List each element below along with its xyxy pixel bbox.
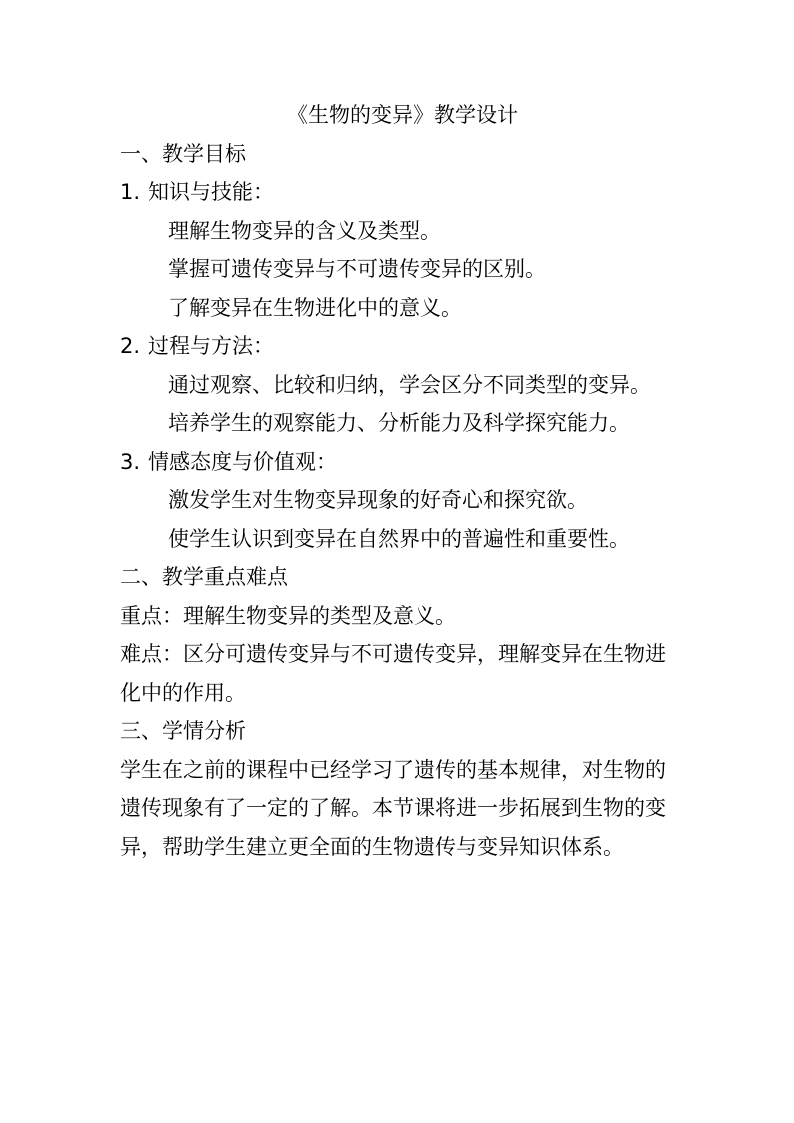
objective-line: 激发学生对生物变异现象的好奇心和探究欲。 [168,488,588,512]
student-analysis-text: 学生在之前的课程中已经学习了遗传的基本规律，对生物的遗传现象有了一定的了解。本节课将进一步拓展到生物的变异，帮助学生建立更全面的生物遗传与变异知识体系。 [120,757,666,859]
subheading-number: 2. [120,334,141,358]
subheading-emotion [120,443,685,482]
section-heading-student-analysis: 三、学情分析 [120,719,246,743]
section-heading-key-points: 二、教学重点难点 [120,565,288,589]
objective-line: 通过观察、比较和归纳，学会区分不同类型的变异。 [168,372,651,397]
key-point-text: 重点：理解生物变异的类型及意义。 [120,603,456,628]
difficult-point-text: 难点：区分可遗传变异与不可遗传变异，理解变异在生物进化中的作用。 [120,642,666,705]
subheading-knowledge [120,173,685,212]
objective-line: 培养学生的观察能力、分析能力及科学探究能力。 [168,411,630,435]
subheading-label: 情感态度与价值观： [148,449,337,474]
objective-line: 使学生认识到变异在自然界中的普遍性和重要性。 [168,526,630,551]
section-heading-objectives: 一、教学目标 [120,141,246,166]
subheading-process [120,327,685,366]
subheading-number: 1. [120,180,141,204]
document-body [120,96,685,866]
objective-line: 理解生物变异的含义及类型。 [168,218,441,243]
subheading-number: 3. [120,449,141,474]
subheading-label: 过程与方法： [148,334,274,358]
document-title: 《生物的变异》教学设计 [287,103,518,127]
subheading-label: 知识与技能： [148,180,274,204]
objective-line: 了解变异在生物进化中的意义。 [168,295,462,320]
objective-line: 掌握可遗传变异与不可遗传变异的区别。 [168,257,546,281]
